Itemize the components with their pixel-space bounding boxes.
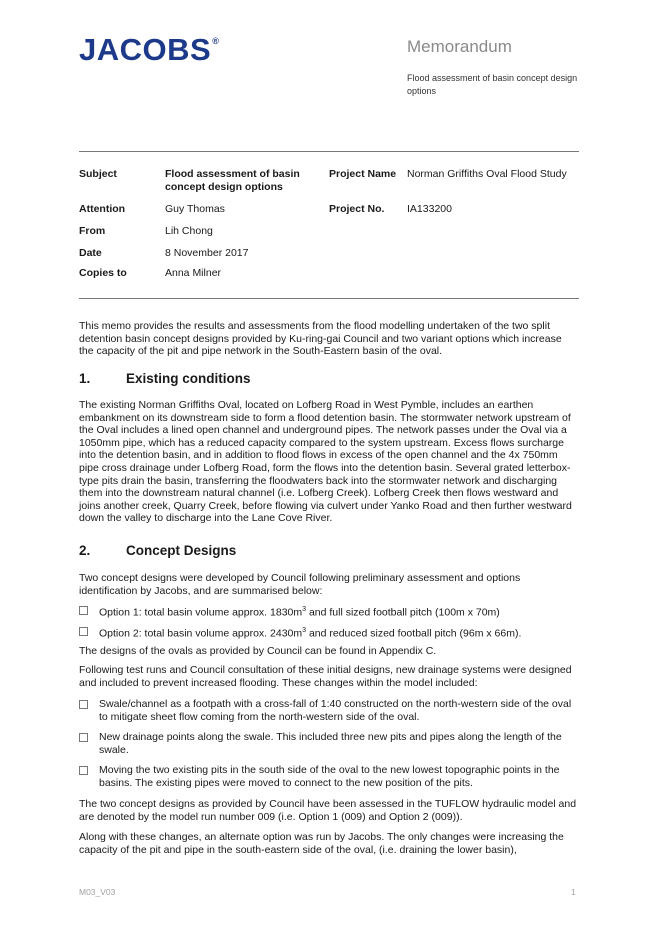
bullet-box-icon (79, 733, 88, 742)
subject-value: Flood assessment of basin concept design options (165, 168, 300, 193)
alternate-option-paragraph: Along with these changes, an alternate option was run by Jacobs. The only changes were increasing the capacity of the pit and pipe in the south-eastern side of the oval, (i.e. draining the lower basin), (79, 831, 564, 856)
project-no-value: IA133200 (407, 203, 452, 215)
bullet-box-icon (79, 766, 88, 775)
change-pits-item: Moving the two existing pits in the south side of the oval to the new lowest topographic points in the basins. The existing pipes were moved to connect to the new position of the pits. (79, 764, 579, 789)
attention-label: Attention (79, 203, 126, 215)
date-value: 8 November 2017 (165, 247, 249, 259)
subject-label: Subject (79, 168, 117, 180)
from-label: From (79, 225, 106, 237)
appendix-paragraph: The designs of the ovals as provided by Council can be found in Appendix C. (79, 645, 437, 657)
concept-intro-paragraph: Two concept designs were developed by Council following preliminary assessment and options identification by Jacobs, and are summarised below: (79, 572, 521, 597)
project-name-label: Project Name (329, 168, 397, 180)
header-rule-top (79, 151, 579, 152)
date-label: Date (79, 247, 102, 259)
change-swale-item: Swale/channel as a footpath with a cross-fall of 1:40 constructed on the north-western side of the oval to mitigate sheet flow coming from the north-western side of the oval. (79, 698, 579, 723)
option-1-item: Option 1: total basin volume approx. $1830m^3$ and full sized football pitch (100m x 70m) (79, 604, 579, 619)
tuflow-paragraph: The two concept designs as provided by Council have been assessed in the TUFLOW hydraulic model and are denoted by the model run number 009 (i.e. Option 1 (009) and Option 2 (009)). (79, 798, 577, 823)
test-runs-paragraph: Following test runs and Council consultation of these initial designs, new drainage systems were designed and included to prevent increased flooding. These changes within the model included: (79, 664, 572, 689)
footer-page-number: 1 (571, 887, 576, 897)
copies-to-value: Anna Milner (165, 267, 222, 279)
change-drainage-item: New drainage points along the swale. This included three new pits and pipes along the length of the swale. (79, 731, 579, 756)
attention-value: Guy Thomas (165, 203, 225, 215)
option-2-item: Option 2: total basin volume approx. $2430m^3$ and reduced sized football pitch (96m x 66m). (79, 625, 579, 640)
document-type: Memorandum (407, 37, 512, 56)
header-rule-bottom (79, 298, 579, 299)
copies-to-label: Copies to (79, 267, 127, 279)
project-no-label: Project No. (329, 203, 385, 215)
section-2-heading: 2. Concept Designs (79, 543, 237, 558)
document-subtitle: Flood assessment of basin concept design options (407, 73, 578, 96)
section-1-heading: 1. Existing conditions (79, 371, 251, 386)
from-value: Lih Chong (165, 225, 213, 237)
footer-doc-code: M03_V03 (79, 887, 116, 897)
bullet-box-icon (79, 627, 88, 636)
intro-paragraph: This memo provides the results and assessments from the flood modelling undertaken of the two split detention basin concept designs provided by Ku-ring-gai Council and two variant options which increase the capacity of the pit and pipe network in the South-Eastern basin of the oval. (79, 320, 562, 358)
bullet-box-icon (79, 700, 88, 709)
section-1-paragraph: The existing Norman Griffiths Oval, located on Lofberg Road in West Pymble, includes an earthen embankment on its downstream side to form a flood detention basin. The stormwater network upstream of the Oval includes a lined open channel and underground pipes. The network passes under the Oval via a 1050mm pipe, which has a reduced capacity compared to the system upstream. Excess flows surcharge into the detention basin, and in addition to flood flows in excess of the open channel and the 4x 750mm pipe cross drainage under Lofberg Road, form the flows into the detention basin. Several grated letterbox-type pits drain the basin, transferring the floodwaters back into the stormwater network and discharging them into the downstream natural channel (i.e. Lofberg Creek). Lofberg Creek then flows westward and joins another creek, Quarry Creek, before flowing via culvert under Yanko Road and then further westward down the valley to discharge into the Lane Cove River. (79, 399, 572, 525)
jacobs-logo: JACOBS® (79, 32, 220, 67)
bullet-box-icon (79, 606, 88, 615)
project-name-value: Norman Griffiths Oval Flood Study (407, 168, 567, 180)
